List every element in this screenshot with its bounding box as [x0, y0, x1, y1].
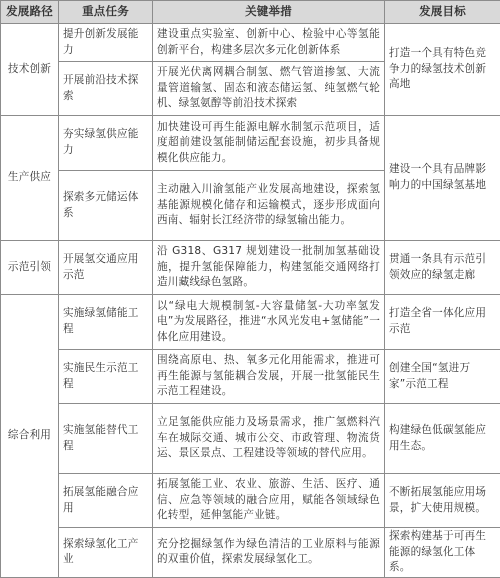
task-cell: 实施绿氢储能工程	[59, 295, 153, 350]
table-row	[1, 241, 500, 295]
measure-cell: 主动融入川渝氢能产业发展高地建设，探索氢基能源规模化储存和运输模式，逐步形成面向西南、辐射长江经济带的绿氢输出能力。	[153, 171, 385, 241]
task-cell: 探索绿氢化工产业	[59, 528, 153, 578]
table-row	[1, 404, 500, 474]
measure-cell: 拓展氢能工业、农业、旅游、生活、医疗、通信、应急等领域的融合应用，赋能各领域绿色化转型，延伸氢能产业链。	[153, 474, 385, 528]
measure-cell: 围绕高原电、热、氧多元化用能需求，推进可再生能源与氢能耦合发展，开展一批氢能民生示范工程建设。	[153, 350, 385, 404]
path-cell: 示范引领	[1, 241, 59, 295]
goal-cell: 构建绿色低碳氢能应用生态。	[385, 404, 500, 474]
table-row	[1, 116, 500, 171]
goal-cell: 打造一个具有特色竞争力的绿氢技术创新高地	[385, 24, 500, 116]
task-cell: 开展前沿技术探索	[59, 62, 153, 116]
measure-cell: 沿 G318、G317 规划建设一批制加氢基础设施，提升氢能保障能力，构建氢能交通网络打造川藏线绿色氢路。	[153, 241, 385, 295]
path-cell: 技术创新	[1, 24, 59, 116]
table-row	[1, 350, 500, 404]
task-cell: 拓展氢能融合应用	[59, 474, 153, 528]
task-cell: 提升创新发展能力	[59, 24, 153, 62]
header-task: 重点任务	[59, 1, 153, 24]
measure-cell: 以“绿电大规模制氢-大容量储氢-大功率氢发电”为发展路径，推进“水风光发电+氢储能”一体化应用建设。	[153, 295, 385, 350]
header-goal: 发展目标	[385, 1, 500, 24]
goal-cell: 探索构建基于可再生能源的绿氢化工体系。	[385, 528, 500, 578]
goal-cell: 贯通一条具有示范引领效应的绿氢走廊	[385, 241, 500, 295]
task-cell: 开展氢交通应用示范	[59, 241, 153, 295]
header-path: 发展路径	[1, 1, 59, 24]
table-row	[1, 24, 500, 62]
task-cell: 实施民生示范工程	[59, 350, 153, 404]
task-cell: 夯实绿氢供应能力	[59, 116, 153, 171]
path-cell: 生产供应	[1, 116, 59, 241]
measure-cell: 充分挖掘绿氢作为绿色清洁的工业原料与能源的双重价值，探索发展绿氢化工。	[153, 528, 385, 578]
header-row	[1, 1, 500, 24]
measure-cell: 开展光伏离网耦合制氢、燃气管道掺氢、大流量管道输氢、固态和液态储运氢、纯氢燃气轮机、绿氢氨醇等前沿技术探索	[153, 62, 385, 116]
goal-cell: 建设一个具有品牌影响力的中国绿氢基地	[385, 116, 500, 241]
task-cell: 探索多元储运体系	[59, 171, 153, 241]
task-cell: 实施氢能替代工程	[59, 404, 153, 474]
goal-cell: 打造全省一体化应用示范	[385, 295, 500, 350]
header-measure: 关键举措	[153, 1, 385, 24]
goal-cell: 创建全国“氢进万家”示范工程	[385, 350, 500, 404]
table-row	[1, 528, 500, 578]
measure-cell: 加快建设可再生能源电解水制氢示范项目，适度超前建设氢能制储运配套设施，初步具备规模化供应能力。	[153, 116, 385, 171]
measure-cell: 立足氢能供应能力及场景需求，推广氢燃料汽车在城际交通、城市公交、市政管理、物流货运、景区景点、工程建设等领域的替代应用。	[153, 404, 385, 474]
path-cell: 综合利用	[1, 295, 59, 578]
table-row	[1, 474, 500, 528]
table-row	[1, 295, 500, 350]
goal-cell: 不断拓展氢能应用场景，扩大使用规模。	[385, 474, 500, 528]
measure-cell: 建设重点实验室、创新中心、检验中心等氢能创新平台，构建多层次多元化创新体系	[153, 24, 385, 62]
